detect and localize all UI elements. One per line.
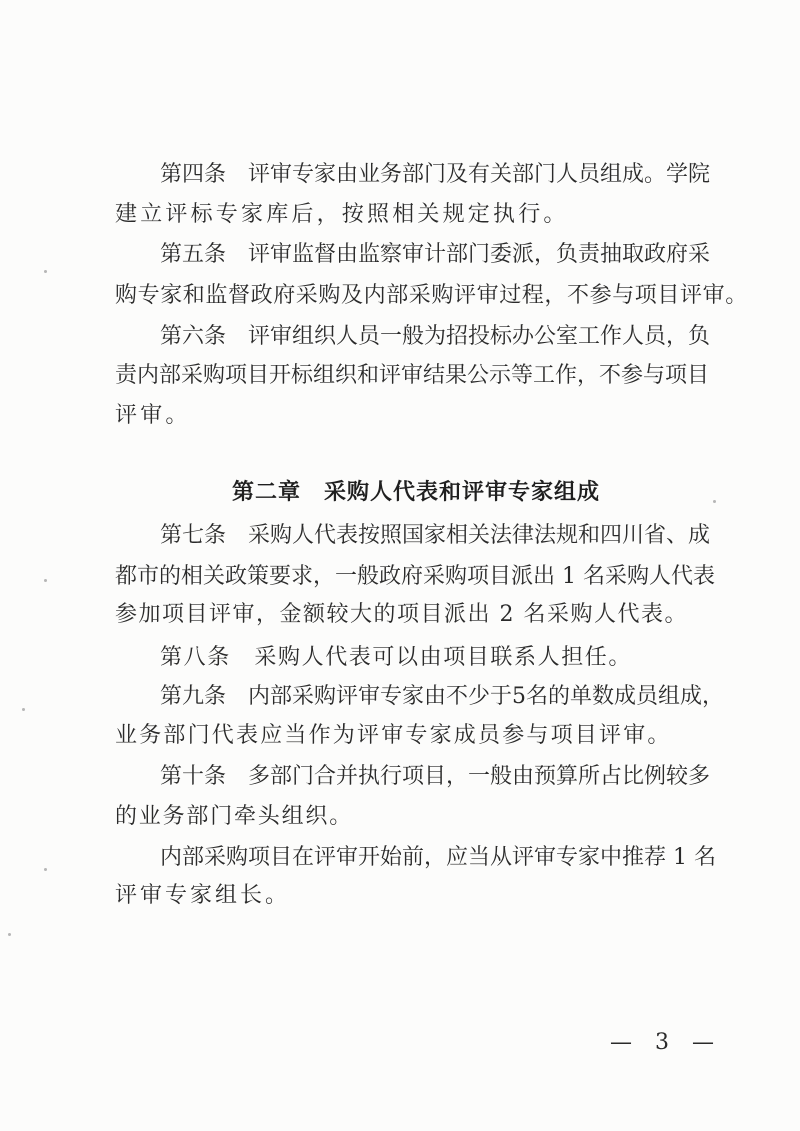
scan-mark [44,270,47,273]
article-9-line-2: 业务部门代表应当作为评审专家成员参与项目评审。 [115,723,672,748]
chapter-heading: 第二章 采购人代表和评审专家组成 [232,480,601,505]
scan-mark [22,708,25,711]
page-number: — 3 — [610,1030,722,1055]
scan-mark [44,579,47,582]
article-9-line-1: 第九条 内部采购评审专家由不少于5名的单数成员组成， [160,684,724,709]
scan-mark [44,868,47,871]
article-7-line-3: 参加项目评审，金额较大的项目派出 2 名采购人代表。 [115,602,688,627]
group-leader-line-2: 评审专家组长。 [115,883,291,908]
article-5-line-1: 第五条 评审监督由监察审计部门委派，负责抽取政府采 [160,242,711,267]
article-4-line-2: 建立评标专家库后，按照相关规定执行。 [115,202,569,227]
article-6-line-2: 责内部采购项目开标组织和评审结果公示等工作，不参与项目 [115,363,710,388]
group-leader-line-1: 内部采购项目在评审开始前，应当从评审专家中推荐 1 名 [160,845,716,870]
article-8-line-1: 第八条 采购人代表可以由项目联系人担任。 [160,645,633,670]
scan-mark [8,933,11,936]
article-6-line-1: 第六条 评审组织人员一般为招投标办公室工作人员，负 [160,324,711,349]
article-7-line-2: 都市的相关政策要求，一般政府采购项目派出 1 名采购人代表 [115,564,715,589]
article-6-line-3: 评审。 [115,403,191,428]
article-5-line-2: 购专家和监督政府采购及内部采购评审过程，不参与项目评审。 [115,283,748,308]
scan-mark [713,500,716,503]
article-10-line-2: 的业务部门牵头组织。 [115,804,354,829]
article-4-line-1: 第四条 评审专家由业务部门及有关部门人员组成。学院 [160,162,711,187]
article-7-line-1: 第七条 采购人代表按照国家相关法律法规和四川省、成 [160,523,711,548]
article-10-line-1: 第十条 多部门合并执行项目，一般由预算所占比例较多 [160,764,711,789]
